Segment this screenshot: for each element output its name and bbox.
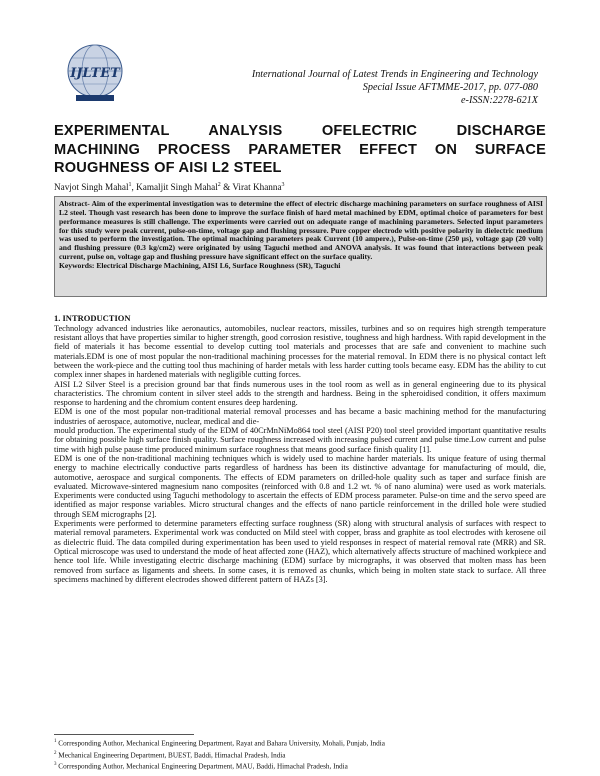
paragraph: mould production. The experimental study of the EDM of 40CrMnNiMo864 tool steel (AISI P20) tool steel provided important quantitative results for obtaining possible high surface finish quality. Surface roughness increased with increasing pulsed current and pulse time.Low current and pulse time with high pulse pause time produced minimum surface roughness that means good surface finish quality [1]. — [54, 426, 546, 454]
author-separator: , — [131, 182, 137, 193]
abstract-box — [54, 196, 547, 297]
author-list — [54, 182, 285, 192]
author-separator: & — [220, 182, 233, 193]
title-line-3: ROUGHNESS OF AISI L2 STEEL — [54, 160, 282, 176]
title-line-1: EXPERIMENTAL ANALYSIS OFELECTRIC DISCHARGE — [54, 123, 546, 139]
journal-issn: e-ISSN:2278-621X — [461, 95, 538, 106]
footnote — [54, 737, 546, 749]
author-affiliation-mark: 3 — [281, 182, 285, 188]
footnote — [54, 749, 546, 761]
author-name: Kamaljit Singh Mahal — [136, 182, 218, 193]
footnote-text: Mechanical Engineering Department, BUEST, Baddi, Himachal Pradesh, India — [56, 751, 286, 760]
title-line-2: MACHINING PROCESS PARAMETER EFFECT ON SURFACE — [54, 141, 546, 158]
paper-title — [54, 122, 546, 178]
paragraph: AISI L2 Silver Steel is a precision ground bar that finds numerous uses in the tool room as well as in general engineering due to its physical characteristics. The chromium content in silver steel adds to the strength and hardness. Being in the spheroidised condition, it offers maximum response to hardening and the chromium content ensures deep hardening. — [54, 379, 546, 408]
body-text — [54, 314, 546, 584]
paragraph: EDM is one of the most popular non-traditional material removal processes and has became a basic machining method for the manufacturing industries of aerospace, automotive, nuclear, medical and die- — [54, 407, 546, 426]
paragraph: Technology advanced industries like aeronautics, automobiles, nuclear reactors, missiles, turbines and so on requires high strength temperature resistant alloys that have properties similar to higher strength, good corrosion resistive, toughness and high hardness. With rapid development in the field of materials it has become essential to develop cutting tool materials and processes that are safe and convenient to machine such materials.EDM is one of most popular the non-traditional machining processes for the material removal. In EDM there is no physical contact left between the work-piece and the cutting tool thus machining of harder metals with less harder cutting tools became easy. EDM has the ability to cut complex inner shapes in hardened materials with negligible cutting forces. — [54, 323, 546, 380]
paragraph: Experiments were performed to determine parameters effecting surface roughness (SR) along with structural analysis of surfaces with respect to material removal parameters. Experimental work was conducted on Mild steel with copper, brass and graphite as tool electrodes with kerosene oil as dielectric fluid. The data compiled during experimentation has been used to yield responses in respect of material removal rate (MRR) and SR. Optical microscope was used to understand the mode of heat affected zone (HAZ), which alternatively affects structure of machined workpiece and hence tool life. While investigating electric discharge machining (EDM) surface by micrographs, it was observed that molten mass has been removed from surface as ligaments and sheets. In some cases, it is removed as chunks, which being in molten state stack to surface. All three specimens machined by different electrodes showed different pattern of HAZs [3]. — [54, 519, 546, 584]
footnote — [54, 760, 546, 772]
section-heading: 1. INTRODUCTION — [54, 313, 131, 323]
abstract-text: Abstract- Aim of the experimental investigation was to determine the effect of electric discharge machining parameters on surface roughness of AISI L2 steel. Though vast research has been done to improve the surface finish of hard metal machined by EDM, optimal choice of parameters for best performance measures is still challenge. The experiments were carried out on adequate range of machining parameters. Selected input parameters for this study were peak current, pulse-on-time, voltage gap and flushing pressure. Pure copper electrode with positive polarity in dielectric medium was used to perform the investigation. The optimal machining parameters peak Current (10 ampere.), Pulse-on-time (250 µs), voltage gap (20 volt) and flushing pressure (0.3 kg/cm2) were originated by using Taguchi method and ANOVA analysis. It was found that interactions between peak current, pulse on, voltage gap and flushing pressure have significant effect on the surface quality. — [59, 199, 543, 262]
author-affiliation-mark: 1 — [128, 182, 132, 188]
journal-logo — [58, 37, 132, 109]
author-name: Virat Khanna — [232, 182, 282, 193]
journal-issue: Special Issue AFTMME-2017, pp. 077-080 — [362, 82, 538, 93]
footnote-text: Corresponding Author, Mechanical Engineering Department, Rayat and Bahara University, Mohali, Punjab, India — [56, 739, 385, 748]
footnote-text: Corresponding Author, Mechanical Engineering Department, MAU, Baddi, Himachal Pradesh, India — [56, 762, 348, 771]
journal-header — [252, 68, 538, 107]
footnote-divider — [54, 734, 194, 735]
footnote-mark: 1 — [54, 739, 57, 744]
keywords: Keywords: Electrical Discharge Machining, AISI L6, Surface Roughness (SR), Taguchi — [59, 260, 341, 270]
footnote-mark: 2 — [54, 750, 57, 756]
footnotes — [54, 737, 546, 772]
paragraph: EDM is one of the non-traditional machining techniques which is widely used to machine harder materials. Its unique feature of using thermal energy to machine electrically conductive parts regardless of hardness has been its distinctive advantage for manufacturing of mould, die, automotive, aerospace and surgical components. The effects of EDM parameters on drilled-hole quality such as taper and surface finish are evaluated. Microwave-sintered magnesium nano composites (reinforced with 0.8 and 1.2 wt. % of nano alumina) were used as work materials. Experiments were conducted using Taguchi methodology to ascertain the effects of EDM process parameter. Pulse-on time and the servo speed are identified as major response variables. Micro structural changes and the effects of nano particle reinforcement in the drilled hole were studied through SEM micrographs [2]. — [54, 453, 546, 519]
author-affiliation-mark: 2 — [217, 182, 221, 188]
footnote-mark: 3 — [54, 762, 57, 768]
author-name: Navjot Singh Mahal — [54, 182, 129, 193]
journal-name: International Journal of Latest Trends in Engineering and Technology — [251, 69, 538, 80]
logo-text: IJLTET — [70, 66, 120, 81]
